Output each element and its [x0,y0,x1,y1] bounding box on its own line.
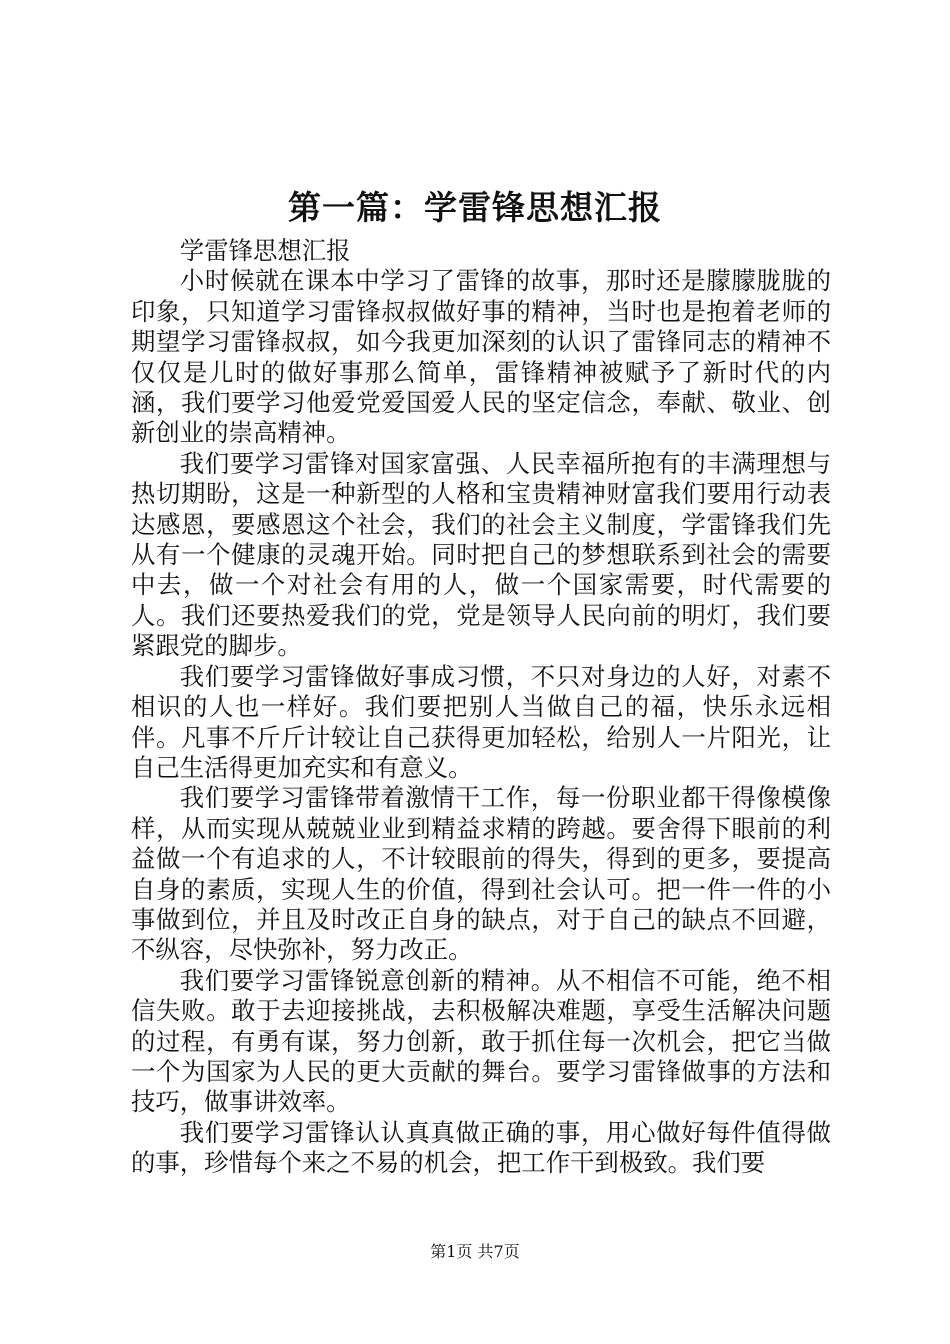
paragraph: 小时候就在课本中学习了雷锋的故事，那时还是朦朦胧胧的印象，只知道学习雷锋叔叔做好事的精神，当时也是抱着老师的期望学习雷锋叔叔，如今我更加深刻的认识了雷锋同志的精神不仅仅是儿时的做好事那么简单，雷锋精神被赋予了新时代的内涵，我们要学习他爱党爱国爱人民的坚定信念，奉献、敬业、创新创业的崇高精神。 [131,266,831,448]
document-body [131,236,831,1179]
paragraph: 我们要学习雷锋对国家富强、人民幸福所抱有的丰满理想与热切期盼，这是一种新型的人格和宝贵精神财富我们要用行动表达感恩，要感恩这个社会，我们的社会主义制度，学雷锋我们先从有一个健康的灵魂开始。同时把自己的梦想联系到社会的需要中去，做一个对社会有用的人，做一个国家需要，时代需要的人。我们还要热爱我们的党，党是领导人民向前的明灯，我们要紧跟党的脚步。 [131,448,831,661]
paragraph: 我们要学习雷锋做好事成习惯，不只对身边的人好，对素不相识的人也一样好。我们要把别人当做自己的福，快乐永远相伴。凡事不斤斤计较让自己获得更加轻松，给别人一片阳光，让自己生活得更加充实和有意义。 [131,661,831,782]
document-title: 第一篇：学雷锋思想汇报 [288,188,662,227]
paragraph: 我们要学习雷锋认认真真做正确的事，用心做好每件值得做的事，珍惜每个来之不易的机会，把工作干到极致。我们要 [131,1117,831,1178]
paragraph: 我们要学习雷锋带着激情干工作，每一份职业都干得像模像样，从而实现从兢兢业业到精益求精的跨越。要舍得下眼前的利益做一个有追求的人，不计较眼前的得失，得到的更多，要提高自身的素质，实现人生的价值，得到社会认可。把一件一件的小事做到位，并且及时改正自身的缺点，对于自己的缺点不回避，不纵容，尽快弥补，努力改正。 [131,783,831,965]
paragraph: 我们要学习雷锋锐意创新的精神。从不相信不可能，绝不相信失败。敢于去迎接挑战，去积极解决难题，享受生活解决问题的过程，有勇有谋，努力创新，敢于抓住每一次机会，把它当做一个为国家为人民的更大贡献的舞台。要学习雷锋做事的方法和技巧，做事讲效率。 [131,965,831,1117]
paragraph-subtitle: 学雷锋思想汇报 [179,236,351,265]
page-footer: 第1页 共7页 [430,1242,520,1261]
